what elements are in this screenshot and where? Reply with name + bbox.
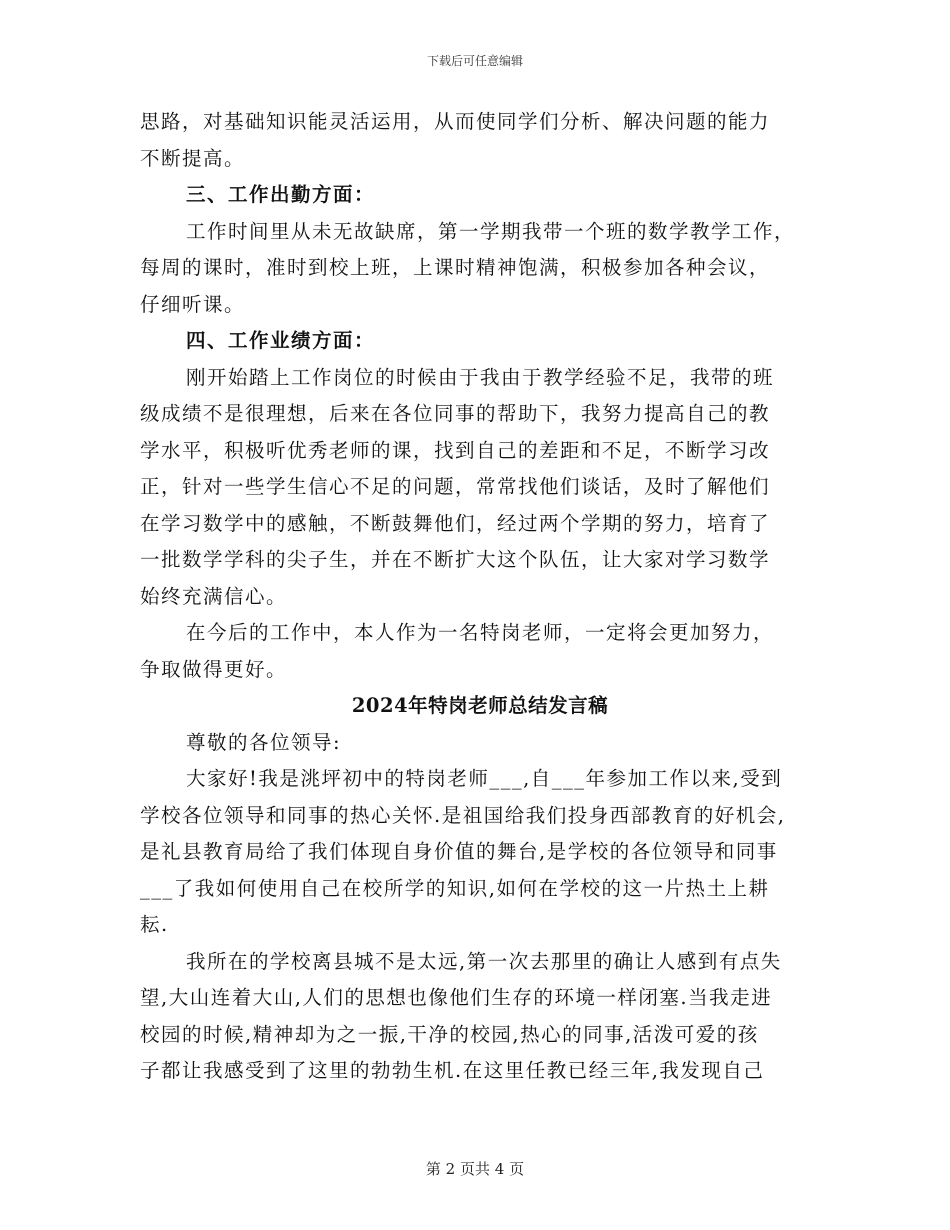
paragraph-line: 正，针对一些学生信心不足的问题，常常找他们谈话，及时了解他们 [140,475,771,498]
paragraph-line: 刚开始踏上工作岗位的时候由于我由于教学经验不足，我带的班 [186,365,775,389]
page-footer: 第 2 页共 4 页 [425,1160,525,1178]
paragraph-line: 子都让我感受到了这里的勃勃生机.在这里任教已经三年,我发现自己 [140,1059,765,1082]
section-heading-performance: 四、工作业绩方面： [186,329,376,352]
paragraph-line: 大家好!我是洮坪初中的特岗老师___,自___年参加工作以来,受到 [186,767,783,790]
paragraph-line: 学校各位领导和同事的热心关怀.是祖国给我们投身西部教育的好机会, [140,803,786,827]
paragraph-line: 争取做得更好。 [140,657,288,681]
section-heading-attendance: 三、工作出勤方面： [186,183,376,206]
document-body [140,104,820,1090]
paragraph-line: 工作时间里从未无故缺席，第一学期我带一个班的数学教学工作， [186,219,796,243]
paragraph-line: 始终充满信心。 [140,584,288,608]
paragraph-line: 是礼县教育局给了我们体现自身价值的舞台,是学校的各位领导和同事 [140,840,778,863]
paragraph-line: 仔细听课。 [140,292,246,316]
paragraph-line: 每周的课时，准时到校上班，上课时精神饱满，积极参加各种会议， [140,256,771,279]
page-header: 下载后可任意编辑 [426,54,523,68]
paragraph-line: 在学习数学中的感触，不断鼓舞他们，经过两个学期的努力，培育了 [140,511,771,535]
paragraph-line: 一批数学学科的尖子生，并在不断扩大这个队伍，让大家对学习数学 [140,548,771,571]
paragraph-line: 思路，对基础知识能灵活运用，从而使同学们分析、解决问题的能力 [140,110,771,133]
paragraph-line: 校园的时候,精神却为之一振,干净的校园,热心的同事,活泼可爱的孩 [140,1022,759,1046]
paragraph-line: 学水平，积极听优秀老师的课，找到自己的差距和不足，不断学习改 [140,438,771,462]
paragraph-line: ___了我如何使用自己在校所学的知识,如何在学校的这一片热土上耕 [140,876,770,900]
paragraph-line: 我所在的学校离县城不是太远,第一次去那里的确让人感到有点失 [186,949,782,973]
paragraph-line: 望,大山连着大山,人们的思想也像他们生存的环境一样闭塞.当我走进 [140,986,773,1009]
paragraph-line: 耘. [140,913,169,936]
paragraph-line: 不断提高。 [140,146,246,170]
paragraph-line: 在今后的工作中，本人作为一名特岗老师，一定将会更加努力， [186,621,775,644]
paragraph-line: 级成绩不是很理想，后来在各位同事的帮助下，我努力提高自己的教 [140,402,771,425]
salutation: 尊敬的各位领导: [186,730,342,754]
document-title: 2024年特岗老师总结发言稿 [351,694,609,717]
